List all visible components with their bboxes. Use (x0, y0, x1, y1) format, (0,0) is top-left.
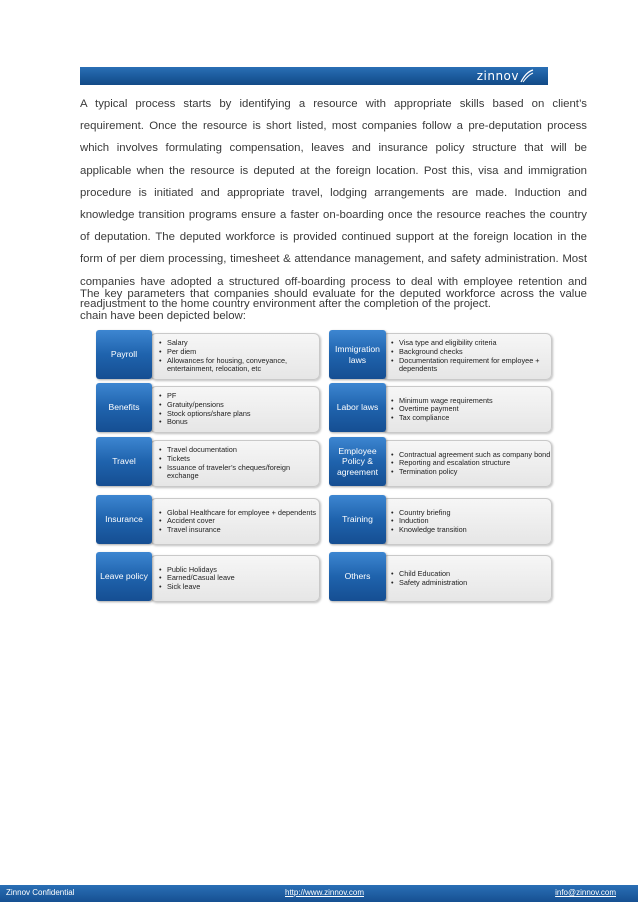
list-item: • Travel documentation (159, 446, 319, 455)
detail-box (150, 386, 320, 433)
key-parameters-paragraph: The key parameters that companies should evaluate for the deputed workforce across the value chain have been depicted below: (80, 288, 587, 323)
list-item: • Earned/Casual leave (159, 574, 235, 583)
list-item: • Visa type and eligibility criteria (391, 339, 551, 348)
footer-website-link[interactable]: http://www.zinnov.com (285, 888, 364, 897)
list-item: • Documentation requirement for employee + dependents (391, 357, 551, 374)
category-immigration-laws: Immigration laws (329, 330, 386, 379)
list-item: • Stock options/share plans (159, 410, 251, 419)
category-travel: Travel (96, 437, 152, 486)
list-item: • Gratuity/pensions (159, 401, 251, 410)
detail-box (382, 440, 552, 487)
list-item: • Induction (391, 517, 467, 526)
list-item: • Travel insurance (159, 526, 316, 535)
detail-box (150, 440, 320, 487)
detail-box (150, 555, 320, 602)
intro-paragraph: A typical process starts by identifying a resource with appropriate skills based on client’s requirement. Once the resource is short listed, most companies follow a pre-deputation process which involves formulating compensation, leaves and insurance policy structure that will be applicable when the resource is deputed at the foreign location. Post this, visa and immigration procedure is initiated and appropriate travel, lodging arrangements are made. Induction and knowledge transition programs ensure a faster on-boarding once the resource reaches the country of deputation. The deputed workforce is provided continued support at the foreign location in the form of per diem processing, timesheet & attendance management, and safety administration. Most companies have adopted a structured off-boarding process to deal with employee retention and readjustment to the home country environment after the completion of the project. (80, 98, 587, 310)
list-item: • Termination policy (391, 468, 550, 477)
footer-confidential-label: Zinnov Confidential (6, 888, 75, 897)
page-footer (0, 885, 638, 902)
category-benefits: Benefits (96, 383, 152, 432)
list-item: • Child Education (391, 570, 467, 579)
list-item: • Global Healthcare for employee + dependents (159, 509, 316, 518)
list-item: • Overtime payment (391, 405, 493, 414)
list-item: • Issuance of traveler’s cheques/foreign exchange (159, 464, 319, 481)
logo-swoosh-icon (520, 69, 534, 83)
list-item: • Background checks (391, 348, 551, 357)
detail-box (382, 498, 552, 545)
value-chain-diagram (96, 330, 552, 606)
detail-box (150, 498, 320, 545)
list-item: • Public Holidays (159, 566, 235, 575)
list-item: • Accident cover (159, 517, 316, 526)
list-item: • Sick leave (159, 583, 235, 592)
list-item: • Reporting and escalation structure (391, 459, 550, 468)
list-item: • Knowledge transition (391, 526, 467, 535)
category-insurance: Insurance (96, 495, 152, 544)
detail-box (382, 386, 552, 433)
list-item: • Allowances for housing, conveyance, entertainment, relocation, etc (159, 357, 319, 374)
category-leave-policy: Leave policy (96, 552, 152, 601)
detail-box (382, 333, 552, 380)
list-item: • Salary (159, 339, 319, 348)
zinnov-logo (477, 67, 534, 85)
category-labor-laws: Labor laws (329, 383, 386, 432)
list-item: • Bonus (159, 418, 251, 427)
list-item: • Country briefing (391, 509, 467, 518)
detail-box (382, 555, 552, 602)
list-item: • PF (159, 392, 251, 401)
category-payroll: Payroll (96, 330, 152, 379)
category-employee-policy: Employee Policy & agreement (329, 437, 386, 486)
list-item: • Tax compliance (391, 414, 493, 423)
header-bar (80, 67, 548, 85)
detail-box (150, 333, 320, 380)
list-item: • Tickets (159, 455, 319, 464)
list-item: • Minimum wage requirements (391, 397, 493, 406)
footer-email-link[interactable]: info@zinnov.com (555, 888, 616, 897)
list-item: • Safety administration (391, 579, 467, 588)
category-others: Others (329, 552, 386, 601)
category-training: Training (329, 495, 386, 544)
list-item: • Contractual agreement such as company bond (391, 451, 550, 460)
logo-text: zinnov (476, 69, 519, 83)
list-item: • Per diem (159, 348, 319, 357)
